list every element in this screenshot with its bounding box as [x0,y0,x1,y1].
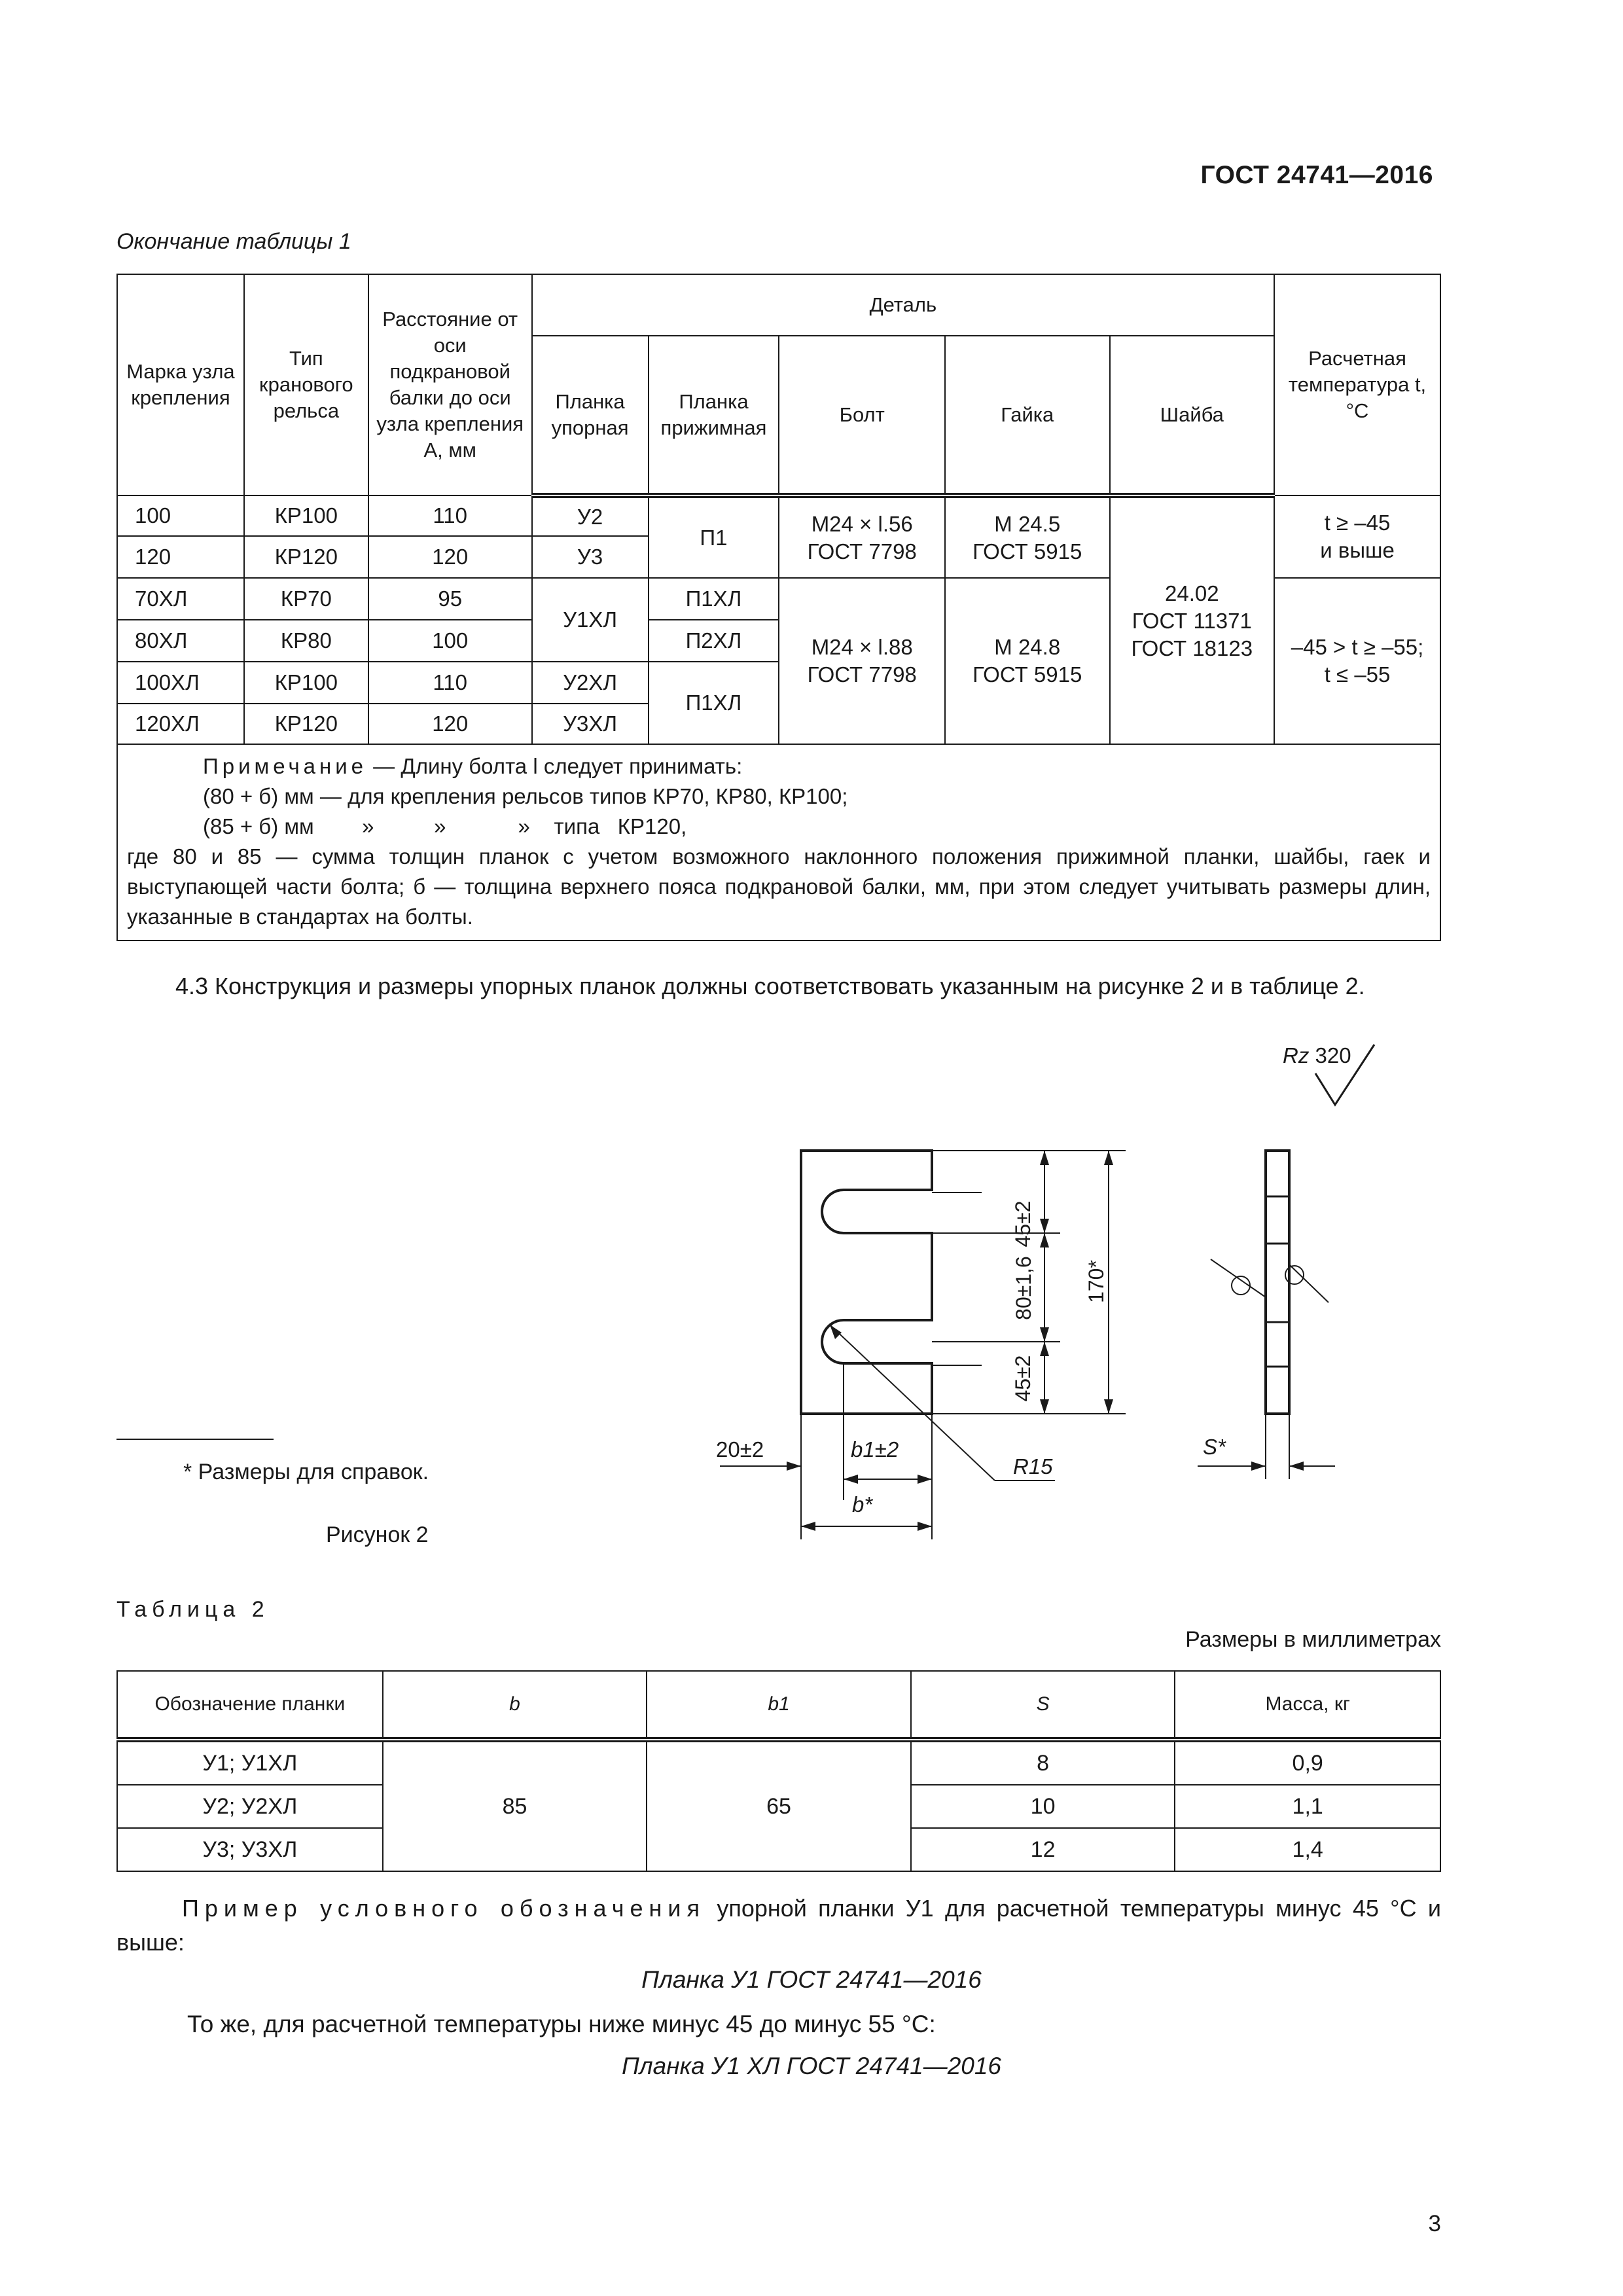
bolt-spec: М24 × l.88 [811,635,913,659]
note-line-2: (80 + б) мм — для крепления рельсов типов КР70, КР80, КР100; [203,784,848,808]
dim-20-label: 20±2 [716,1437,764,1462]
cell-mark: 120 [117,536,244,578]
cell-clamp-plate: П1 [649,495,779,578]
cell-designation: У2; У2ХЛ [117,1785,383,1828]
cell-rail: КР120 [244,536,368,578]
cell-mass: 1,1 [1175,1785,1440,1828]
header-temperature: Расчетная температура t, °С [1274,274,1440,495]
figure-footnote: * Размеры для справок. [183,1460,429,1484]
cell-designation: У3; У3ХЛ [117,1828,383,1871]
cell-clamp-plate: П2ХЛ [649,620,779,662]
section-4-3: 4.3 Конструкция и размеры упорных планок должны соответствовать указанным на рисунке 2 и в таблице 2. [175,973,1365,999]
plate-front-outline [801,1151,932,1414]
note-label: Примечание [203,754,368,778]
cell-stop-plate: У2 [532,495,649,536]
circle-mark-left-icon [1232,1276,1250,1295]
cell-mark: 80ХЛ [117,620,244,662]
same-text: То же, для расчетной температуры ниже минус 45 до минус 55 °С: [187,2011,936,2037]
cell-mass: 0,9 [1175,1740,1440,1785]
document-code: ГОСТ 24741—2016 [1200,161,1433,189]
dim-170-label: 170* [1084,1260,1108,1303]
cell-stop-plate: У1ХЛ [532,578,649,662]
table2-caption: Таблица 2 [116,1597,270,1622]
note-line-4: где 80 и 85 — сумма толщин планок с учетом возможного наклонного положения прижимной планки, шайбы, гаек и выступающей части болта; б — толщина верхнего пояса подкрановой балки, мм, при этом следует учитывать размеры длин, указанные в стандартах на болты. [127,844,1431,929]
figure-2-caption: Рисунок 2 [326,1522,429,1547]
note-line-1: — Длину болта l следует принимать: [367,754,743,778]
cell-clamp-plate: П1ХЛ [649,662,779,744]
note-line-3: (85 + б) мм » » » типа КР120, [203,814,687,838]
cell-mass: 1,4 [1175,1828,1440,1871]
washer-standard-2: ГОСТ 18123 [1131,636,1253,660]
t2-header-b1: b1 [647,1671,911,1740]
roughness-label [1283,1043,1351,1068]
roughness-symbol-text: Rz [1283,1043,1310,1067]
cell-distance: 120 [368,704,532,744]
cell-rail: КР100 [244,495,368,536]
washer-spec: 24.02 [1165,581,1219,605]
header-washer: Шайба [1110,336,1275,495]
cell-rail: КР100 [244,662,368,704]
cell-designation: У1; У1ХЛ [117,1740,383,1785]
cell-stop-plate: У2ХЛ [532,662,649,704]
table-2 [116,1670,1441,1872]
example-paragraph [116,1892,1441,1960]
t2-header-s: S [911,1671,1175,1740]
cell-mark: 70ХЛ [117,578,244,620]
plate-side-view [1266,1151,1289,1414]
roughness-value: 320 [1315,1043,1351,1067]
dim-b1-label: b1±2 [851,1437,899,1462]
t2-header-mass: Масса, кг [1175,1671,1440,1740]
header-detail: Деталь [532,274,1274,336]
nut-standard: ГОСТ 5915 [972,539,1082,564]
dim-b-label: b* [852,1492,873,1516]
temp-range-cont: t ≤ –55 [1324,662,1391,687]
t2-header-designation: Обозначение планки [117,1671,383,1740]
example-lead-rest: упорной планки У1 для расчетной температуры минус 45 °С и выше: [116,1895,1442,1956]
bolt-standard: ГОСТ 7798 [807,539,917,564]
footnote-divider [116,1439,274,1440]
cell-distance: 120 [368,536,532,578]
nut-standard: ГОСТ 5915 [972,662,1082,687]
cell-distance: 110 [368,662,532,704]
temp-range-cont: и выше [1320,538,1395,562]
cell-s: 8 [911,1740,1175,1785]
dim-45-bottom-label: 45±2 [1011,1355,1035,1402]
cell-mark: 100 [117,495,244,536]
header-stop-plate: Планка упорная [532,336,649,495]
washer-standard-1: ГОСТ 11371 [1132,608,1252,633]
designation-2: Планка У1 ХЛ ГОСТ 24741—2016 [621,2053,1002,2079]
cell-clamp-plate: П1ХЛ [649,578,779,620]
cell-stop-plate: У3ХЛ [532,704,649,744]
cell-rail: КР70 [244,578,368,620]
cell-s: 12 [911,1828,1175,1871]
cell-distance: 100 [368,620,532,662]
dim-45-top-label: 45±2 [1011,1200,1035,1247]
table-row [117,1740,1440,1785]
nut-spec: М 24.5 [994,511,1061,536]
cell-distance: 110 [368,495,532,536]
cell-s: 10 [911,1785,1175,1828]
header-rail-type: Тип кранового рельса [244,274,368,495]
bolt-standard: ГОСТ 7798 [807,662,917,687]
bolt-spec: М24 × l.56 [811,511,913,536]
cell-mark: 120ХЛ [117,704,244,744]
table2-units: Размеры в миллиметрах [1185,1627,1441,1652]
cell-rail: КР120 [244,704,368,744]
page-number: 3 [1428,2211,1441,2236]
header-clamp-plate: Планка прижимная [649,336,779,495]
header-distance: Расстояние от оси подкрановой балки до оси узла крепления А, мм [368,274,532,495]
cell-b: 85 [383,1740,647,1871]
designation-1: Планка У1 ГОСТ 24741—2016 [641,1966,982,1993]
t2-header-b: b [383,1671,647,1740]
cell-mark: 100ХЛ [117,662,244,704]
cell-stop-plate: У3 [532,536,649,578]
table1-continuation-title: Окончание таблицы 1 [116,229,351,254]
temp-range: t ≥ –45 [1324,511,1391,535]
example-lead-spaced: Пример условного обозначения [182,1895,705,1922]
dim-r15-label: R15 [1013,1454,1053,1479]
cell-b1: 65 [647,1740,911,1871]
dim-80-label: 80±1,6 [1012,1256,1035,1320]
header-mark: Марка узла крепления [117,274,244,495]
header-bolt: Болт [779,336,945,495]
cell-rail: КР80 [244,620,368,662]
temp-range: –45 > t ≥ –55; [1291,635,1424,659]
header-nut: Гайка [945,336,1110,495]
dim-s-label: S* [1203,1435,1226,1459]
cell-distance: 95 [368,578,532,620]
nut-spec: М 24.8 [994,635,1061,659]
